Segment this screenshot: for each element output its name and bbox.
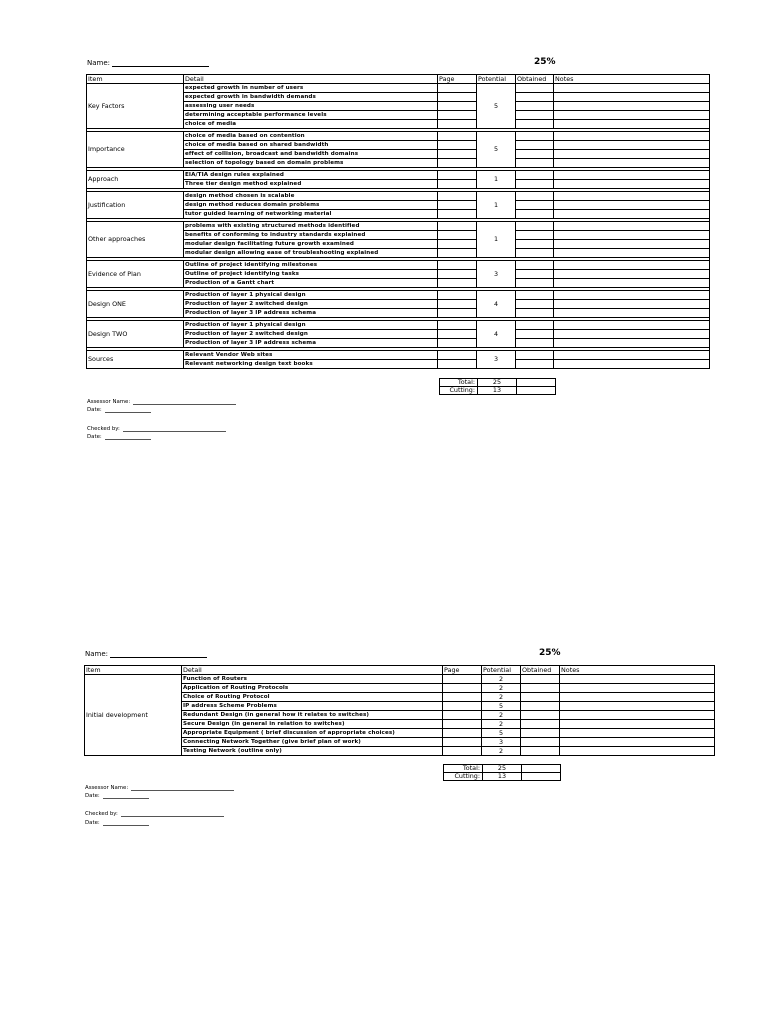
obtained-cell	[521, 684, 560, 693]
assessor-underline	[131, 785, 234, 791]
page-cell	[438, 120, 477, 129]
sheet1-percent: 25%	[534, 57, 556, 67]
obtained-cell	[516, 201, 554, 210]
name-label: Name:	[87, 59, 111, 67]
header-page: Page	[438, 75, 477, 84]
detail-cell: effect of collision, broadcast and bandwidth domains	[184, 150, 438, 159]
table-row	[85, 675, 715, 684]
page-cell	[438, 249, 477, 258]
notes-cell	[554, 231, 710, 240]
notes-cell	[554, 93, 710, 102]
header-detail: Detail	[182, 666, 443, 675]
notes-cell	[554, 201, 710, 210]
detail-cell: design method reduces domain problems	[184, 201, 438, 210]
page-cell	[438, 93, 477, 102]
obtained-cell	[516, 150, 554, 159]
obtained-cell	[516, 180, 554, 189]
obtained-cell	[521, 729, 560, 738]
header-page: Page	[443, 666, 482, 675]
page-cell	[438, 150, 477, 159]
page-cell	[438, 231, 477, 240]
obtained-cell	[516, 111, 554, 120]
item-cell: Approach	[87, 171, 184, 189]
notes-cell	[560, 675, 715, 684]
detail-cell: expected growth in bandwidth demands	[184, 93, 438, 102]
obtained-cell	[521, 720, 560, 729]
obtained-cell	[516, 249, 554, 258]
notes-cell	[554, 132, 710, 141]
potential-cell: 4	[477, 291, 516, 318]
notes-cell	[560, 747, 715, 756]
date-underline	[105, 407, 151, 413]
notes-cell	[554, 102, 710, 111]
assessor-underline	[133, 399, 236, 405]
sheet2-marking-table	[84, 665, 715, 756]
obtained-cell	[516, 222, 554, 231]
notes-cell	[560, 693, 715, 702]
detail-cell: Production of a Gantt chart	[184, 279, 438, 288]
page-cell	[443, 675, 482, 684]
page-cell	[438, 159, 477, 168]
sheet2-name-field	[85, 650, 207, 658]
sheet1-name-field	[87, 59, 209, 67]
detail-cell: IP address Scheme Problems	[182, 702, 443, 711]
page-cell	[443, 747, 482, 756]
sheet1-assessor-name	[87, 399, 236, 405]
header-row	[85, 666, 715, 675]
page-cell	[438, 300, 477, 309]
notes-cell	[554, 351, 710, 360]
table-row	[87, 351, 710, 360]
obtained-cell	[516, 339, 554, 348]
cutting-value: 13	[478, 387, 517, 395]
date-label: Date:	[87, 407, 102, 413]
detail-cell: selection of topology based on domain problems	[184, 159, 438, 168]
detail-cell: choice of media	[184, 120, 438, 129]
checked-underline	[121, 811, 224, 817]
potential-cell: 3	[477, 261, 516, 288]
page-cell	[438, 321, 477, 330]
sheet2-assessor-name	[85, 785, 234, 791]
potential-cell: 2	[482, 720, 521, 729]
item-cell: Importance	[87, 132, 184, 168]
notes-cell	[554, 240, 710, 249]
page-cell	[438, 222, 477, 231]
notes-cell	[554, 279, 710, 288]
header-potential: Potential	[482, 666, 521, 675]
total-label: Total:	[444, 765, 483, 773]
potential-cell: 3	[482, 738, 521, 747]
total-obtained-cell	[522, 765, 561, 773]
obtained-cell	[521, 738, 560, 747]
sheet1-marking-table	[86, 74, 710, 369]
detail-cell: modular design facilitating future growth examined	[184, 240, 438, 249]
detail-cell: Connecting Network Together (give brief plan of work)	[182, 738, 443, 747]
obtained-cell	[516, 330, 554, 339]
detail-cell: Production of layer 2 switched design	[184, 300, 438, 309]
header-obtained: Obtained	[521, 666, 560, 675]
notes-cell	[560, 711, 715, 720]
page-cell	[438, 84, 477, 93]
assessor-label: Assessor Name:	[85, 785, 129, 791]
page-cell	[443, 693, 482, 702]
page-cell	[438, 111, 477, 120]
checked-label: Checked by:	[85, 811, 118, 817]
obtained-cell	[516, 240, 554, 249]
table-row	[87, 291, 710, 300]
date2-label: Date:	[85, 820, 100, 826]
notes-cell	[554, 339, 710, 348]
obtained-cell	[516, 159, 554, 168]
item-cell: Other approaches	[87, 222, 184, 258]
detail-cell: Production of layer 2 switched design	[184, 330, 438, 339]
potential-cell: 5	[482, 702, 521, 711]
table-row	[87, 132, 710, 141]
table-row	[87, 321, 710, 330]
detail-cell: Secure Design (in general in relation to switches)	[182, 720, 443, 729]
detail-cell: benefits of conforming to industry standards explained	[184, 231, 438, 240]
notes-cell	[554, 159, 710, 168]
detail-cell: Outline of project identifying milestones	[184, 261, 438, 270]
date2-underline	[105, 434, 151, 440]
detail-cell: Application of Routing Protocols	[182, 684, 443, 693]
notes-cell	[560, 738, 715, 747]
header-detail: Detail	[184, 75, 438, 84]
page-cell	[438, 360, 477, 369]
cutting-label: Cutting:	[444, 773, 483, 781]
table-row	[87, 84, 710, 93]
header-row	[87, 75, 710, 84]
potential-cell: 1	[477, 171, 516, 189]
notes-cell	[560, 702, 715, 711]
page-cell	[438, 192, 477, 201]
total-value: 25	[483, 765, 522, 773]
sheet1-date2	[87, 434, 151, 440]
potential-cell: 5	[477, 84, 516, 129]
total-label: Total:	[440, 379, 478, 387]
page-cell	[438, 102, 477, 111]
table-row	[87, 222, 710, 231]
obtained-cell	[521, 693, 560, 702]
obtained-cell	[521, 711, 560, 720]
obtained-cell	[516, 141, 554, 150]
page-cell	[438, 330, 477, 339]
notes-cell	[560, 720, 715, 729]
page-cell	[438, 210, 477, 219]
potential-cell: 5	[482, 729, 521, 738]
notes-cell	[554, 111, 710, 120]
detail-cell: assessing user needs	[184, 102, 438, 111]
obtained-cell	[516, 132, 554, 141]
page-cell	[438, 270, 477, 279]
notes-cell	[554, 120, 710, 129]
name-underline	[112, 59, 209, 67]
detail-cell: Testing Network (outline only)	[182, 747, 443, 756]
page-cell	[438, 201, 477, 210]
notes-cell	[554, 150, 710, 159]
obtained-cell	[516, 261, 554, 270]
obtained-cell	[516, 279, 554, 288]
obtained-cell	[521, 747, 560, 756]
obtained-cell	[516, 192, 554, 201]
page-cell	[438, 141, 477, 150]
name-underline	[110, 650, 207, 658]
item-cell: Sources	[87, 351, 184, 369]
obtained-cell	[516, 309, 554, 318]
detail-cell: Redundant Design (in general how it relates to switches)	[182, 711, 443, 720]
potential-cell: 2	[482, 747, 521, 756]
page-cell	[438, 279, 477, 288]
detail-cell: determining acceptable performance levels	[184, 111, 438, 120]
notes-cell	[554, 261, 710, 270]
potential-cell: 2	[482, 711, 521, 720]
page-cell	[438, 309, 477, 318]
detail-cell: Three tier design method explained	[184, 180, 438, 189]
potential-cell: 4	[477, 321, 516, 348]
page-cell	[443, 738, 482, 747]
notes-cell	[560, 729, 715, 738]
detail-cell: tutor guided learning of networking material	[184, 210, 438, 219]
obtained-cell	[516, 231, 554, 240]
obtained-cell	[521, 675, 560, 684]
item-cell: Justification	[87, 192, 184, 219]
notes-cell	[554, 171, 710, 180]
header-obtained: Obtained	[516, 75, 554, 84]
obtained-cell	[516, 171, 554, 180]
cutting-obtained-cell	[522, 773, 561, 781]
obtained-cell	[516, 93, 554, 102]
name-label: Name:	[85, 650, 109, 658]
detail-cell: expected growth in number of users	[184, 84, 438, 93]
page-cell	[438, 171, 477, 180]
table-row	[87, 171, 710, 180]
notes-cell	[554, 291, 710, 300]
notes-cell	[554, 321, 710, 330]
detail-cell: Production of layer 3 IP address schema	[184, 339, 438, 348]
detail-cell: Relevant networking design text books	[184, 360, 438, 369]
obtained-cell	[516, 210, 554, 219]
obtained-cell	[516, 270, 554, 279]
detail-cell: problems with existing structured methods identified	[184, 222, 438, 231]
item-cell: Initial development	[85, 675, 182, 756]
notes-cell	[554, 84, 710, 93]
potential-cell: 2	[482, 675, 521, 684]
potential-cell: 1	[477, 222, 516, 258]
page-cell	[438, 339, 477, 348]
date2-label: Date:	[87, 434, 102, 440]
sheet2-percent: 25%	[539, 648, 561, 658]
obtained-cell	[516, 120, 554, 129]
total-value: 25	[478, 379, 517, 387]
potential-cell: 1	[477, 192, 516, 219]
checked-label: Checked by:	[87, 426, 120, 432]
header-item: Item	[87, 75, 184, 84]
item-cell: Design TWO	[87, 321, 184, 348]
notes-cell	[554, 192, 710, 201]
detail-cell: EIA/TIA design rules explained	[184, 171, 438, 180]
notes-cell	[554, 180, 710, 189]
header-item: Item	[85, 666, 182, 675]
page-cell	[438, 351, 477, 360]
item-cell: Evidence of Plan	[87, 261, 184, 288]
page-cell	[443, 684, 482, 693]
total-obtained-cell	[517, 379, 556, 387]
assessor-label: Assessor Name:	[87, 399, 131, 405]
sheet2-date2	[85, 820, 149, 826]
page-cell	[438, 291, 477, 300]
potential-cell: 2	[482, 684, 521, 693]
notes-cell	[554, 210, 710, 219]
detail-cell: Function of Routers	[182, 675, 443, 684]
detail-cell: Outline of project identifying tasks	[184, 270, 438, 279]
date-label: Date:	[85, 793, 100, 799]
detail-cell: Production of layer 3 IP address schema	[184, 309, 438, 318]
table-row	[87, 192, 710, 201]
item-cell: Key Factors	[87, 84, 184, 129]
obtained-cell	[516, 291, 554, 300]
header-potential: Potential	[477, 75, 516, 84]
potential-cell: 2	[482, 693, 521, 702]
date-underline	[103, 793, 149, 799]
detail-cell: choice of media based on shared bandwidth	[184, 141, 438, 150]
cutting-row	[440, 387, 556, 395]
page-cell	[438, 261, 477, 270]
header-notes: Notes	[554, 75, 710, 84]
obtained-cell	[516, 102, 554, 111]
header-notes: Notes	[560, 666, 715, 675]
notes-cell	[554, 360, 710, 369]
obtained-cell	[521, 702, 560, 711]
obtained-cell	[516, 84, 554, 93]
potential-cell: 3	[477, 351, 516, 369]
obtained-cell	[516, 300, 554, 309]
notes-cell	[554, 300, 710, 309]
item-cell: Design ONE	[87, 291, 184, 318]
page-cell	[443, 711, 482, 720]
sheet1-totals-table	[439, 378, 556, 395]
notes-cell	[554, 141, 710, 150]
page-cell	[438, 240, 477, 249]
page-cell	[438, 132, 477, 141]
detail-cell: Production of layer 1 physical design	[184, 321, 438, 330]
detail-cell: modular design allowing ease of troubleshooting explained	[184, 249, 438, 258]
sheet2-checked-by	[85, 811, 224, 817]
cutting-obtained-cell	[517, 387, 556, 395]
detail-cell: design method chosen is scalable	[184, 192, 438, 201]
notes-cell	[554, 330, 710, 339]
sheet2-totals-table	[443, 764, 561, 781]
checked-underline	[123, 426, 226, 432]
page-cell	[438, 180, 477, 189]
detail-cell: Choice of Routing Protocol	[182, 693, 443, 702]
table-row	[87, 261, 710, 270]
sheet2-date	[85, 793, 149, 799]
obtained-cell	[516, 360, 554, 369]
sheet1-date	[87, 407, 151, 413]
cutting-row	[444, 773, 561, 781]
sheet1-checked-by	[87, 426, 226, 432]
cutting-value: 13	[483, 773, 522, 781]
potential-cell: 5	[477, 132, 516, 168]
obtained-cell	[516, 351, 554, 360]
cutting-label: Cutting:	[440, 387, 478, 395]
obtained-cell	[516, 321, 554, 330]
page-cell	[443, 702, 482, 711]
detail-cell: Relevant Vendor Web sites	[184, 351, 438, 360]
date2-underline	[103, 820, 149, 826]
detail-cell: Production of layer 1 physical design	[184, 291, 438, 300]
notes-cell	[554, 270, 710, 279]
page-cell	[443, 729, 482, 738]
page-cell	[443, 720, 482, 729]
detail-cell: Appropriate Equipment ( brief discussion of appropriate choices)	[182, 729, 443, 738]
notes-cell	[554, 309, 710, 318]
detail-cell: choice of media based on contention	[184, 132, 438, 141]
notes-cell	[560, 684, 715, 693]
notes-cell	[554, 249, 710, 258]
notes-cell	[554, 222, 710, 231]
